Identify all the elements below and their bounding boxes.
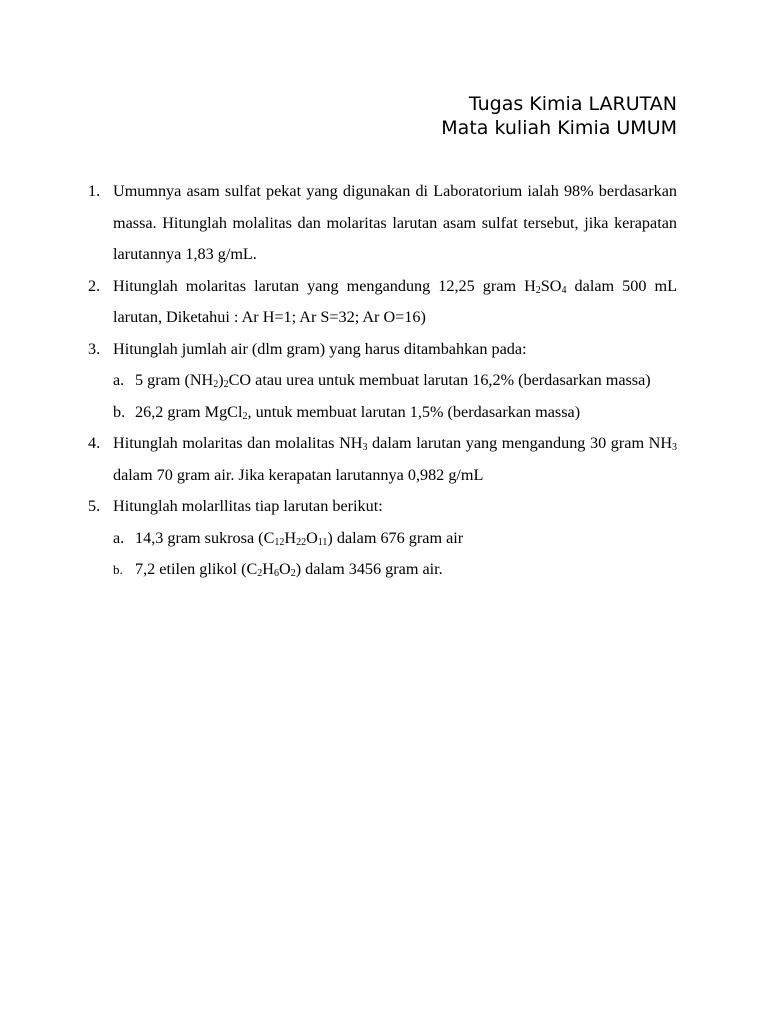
question-text: Hitunglah molaritas dan molalitas $NH_3$ dalam larutan yang mengandung 30 gram $NH_3$ dalam 70 gram air. Jika kerapatan larutannya 0,982 g/mL <box>113 434 678 484</box>
subitem-text: 5 gram $(NH_2)_2CO$ atau urea untuk membuat larutan 16,2% (berdasarkan massa) <box>135 371 651 390</box>
question-number: 3. <box>88 339 101 358</box>
subitem-letter: a. <box>113 528 125 547</box>
subitem-text: 7,2 etilen glikol $(C_2H_6O_2)$ dalam 3456 gram air. <box>135 560 443 579</box>
document-header <box>441 92 677 140</box>
subitem-letter: a. <box>113 371 125 389</box>
subitem-letter: b. <box>113 562 123 577</box>
course-title: Mata kuliah Kimia UMUM <box>441 117 677 139</box>
question-text: Hitunglah molaritas larutan yang mengandung 12,25 gram $H_2SO_4$ dalam 500 mL larutan, Diketahui : Ar H=1; Ar S=32; Ar O=16) <box>113 276 677 326</box>
question-number: 2. <box>88 276 101 295</box>
subitem-text: 26,2 gram MgCl$_2$, untuk membuat larutan 1,5% (berdasarkan massa) <box>135 402 581 422</box>
assignment-title: Tugas Kimia LARUTAN <box>468 93 677 115</box>
question-item-1 <box>88 176 677 271</box>
question-number: 4. <box>88 434 101 452</box>
subitem-3b <box>88 397 677 429</box>
subitem-3a <box>88 365 677 397</box>
question-item-5 <box>88 491 677 523</box>
question-text: Hitunglah molarllitas tiap larutan berikut: <box>113 497 383 515</box>
question-number: 5. <box>88 497 101 515</box>
subitem-5b <box>88 554 677 586</box>
question-item-4 <box>88 428 677 491</box>
question-text: Umumnya asam sulfat pekat yang digunakan di Laboratorium ialah 98% berdasarkan massa. Hitunglah molalitas dan molaritas larutan asam sulfat tersebut, jika kerapatan larutannya 1,83 g/mL. <box>113 182 677 263</box>
question-item-2 <box>88 271 677 334</box>
question-number: 1. <box>88 182 101 200</box>
subitem-letter: b. <box>113 402 126 421</box>
subitem-5a <box>88 523 677 555</box>
question-list <box>88 176 677 586</box>
question-item-3 <box>88 334 677 366</box>
subitem-text: 14,3 gram sukrosa $(C_{12}H_{22}O_{11})$ dalam 676 gram air <box>135 528 464 548</box>
question-text: Hitunglah jumlah air (dlm gram) yang harus ditambahkan pada: <box>113 339 527 358</box>
